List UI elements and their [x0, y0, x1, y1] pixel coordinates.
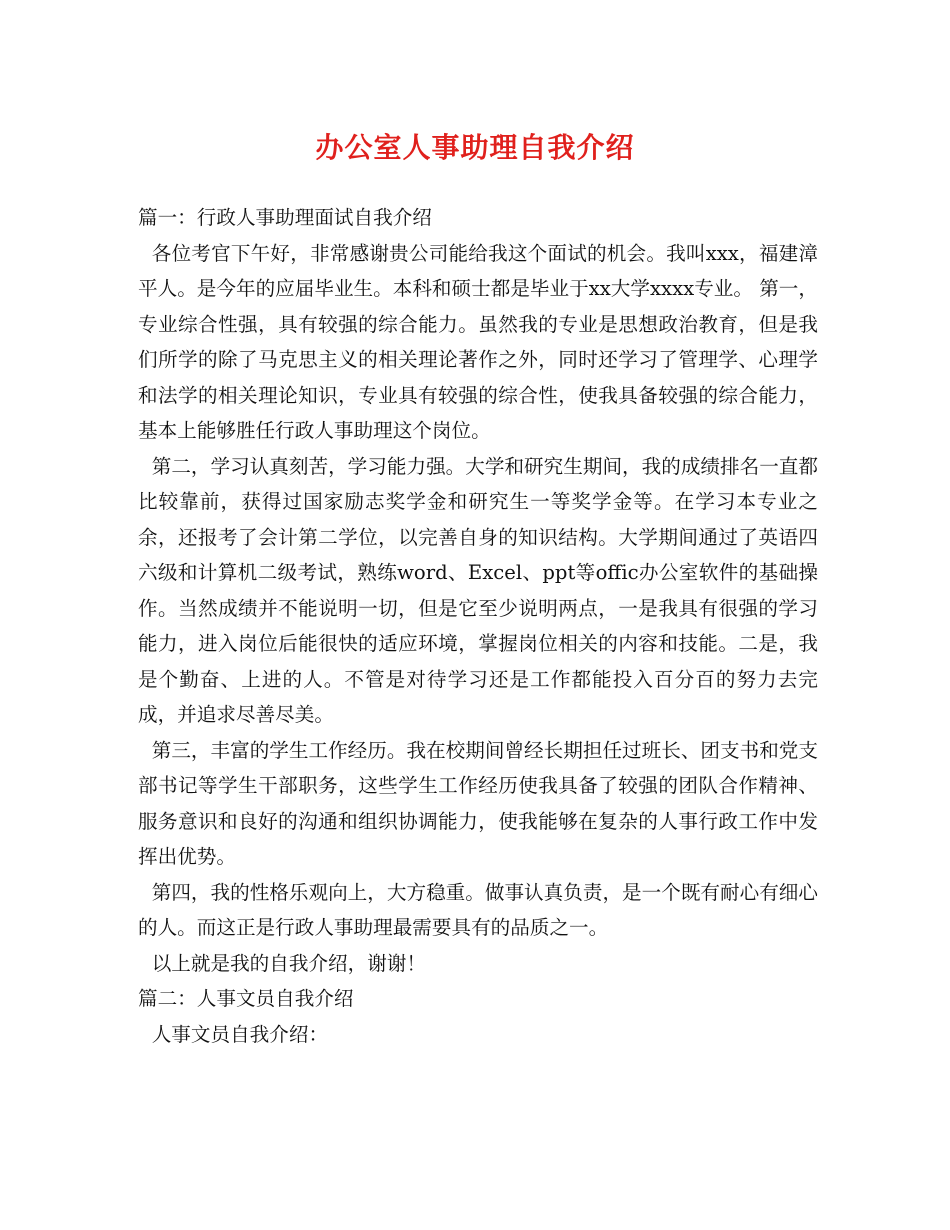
section-heading-2: 篇二：人事文员自我介绍 [138, 987, 354, 1010]
paragraph-second: 第二，学习认真刻苦，学习能力强。大学和研究生期间，我的成绩排名一直都比较靠前，获得过国家励志奖学金和研究生一等奖学金等。在学习本专业之余，还报考了会计第二学位，以完善自身的知识结构。大学期间通过了英语四六级和计算机二级考试，熟练word、Excel、ppt等offic办公室软件的基础操作。当然成绩并不能说明一切，但是它至少说明两点，一是我具有很强的学习能力，进入岗位后能很快的适应环境，掌握岗位相关的内容和技能。二是，我是个勤奋、上进的人。不管是对待学习还是工作都能投入百分百的努力去完成，并追求尽善尽美。 [138, 454, 818, 726]
section-heading-1: 篇一：行政人事助理面试自我介绍 [138, 206, 432, 229]
paragraph-hr-intro: 人事文员自我介绍： [151, 1022, 329, 1046]
document-title: 办公室人事助理自我介绍 [315, 131, 635, 164]
paragraph-closing: 以上就是我的自我介绍，谢谢！ [151, 951, 427, 975]
paragraph-fourth: 第四，我的性格乐观向上，大方稳重。做事认真负责，是一个既有耐心有细心的人。而这正是行政人事助理最需要具有的品质之一。 [138, 880, 818, 939]
document-body [138, 200, 818, 1052]
paragraph-intro: 各位考官下午好，非常感谢贵公司能给我这个面试的机会。我叫xxx，福建漳平人。是今年的应届毕业生。本科和硕士都是毕业于xx大学xxxx专业。 第一，专业综合性强，具有较强的综合能力。虽然我的专业是思想政治教育，但是我们所学的除了马克思主义的相关理论著作之外，同时还学习了管理学、心理学和法学的相关理论知识，专业具有较强的综合性，使我具备较强的综合能力，基本上能够胜任行政人事助理这个岗位。 [138, 241, 818, 442]
paragraph-third: 第三，丰富的学生工作经历。我在校期间曾经长期担任过班长、团支书和党支部书记等学生干部职务，这些学生工作经历使我具备了较强的团队合作精神、服务意识和良好的沟通和组织协调能力，使我能够在复杂的人事行政工作中发挥出优势。 [138, 738, 818, 868]
